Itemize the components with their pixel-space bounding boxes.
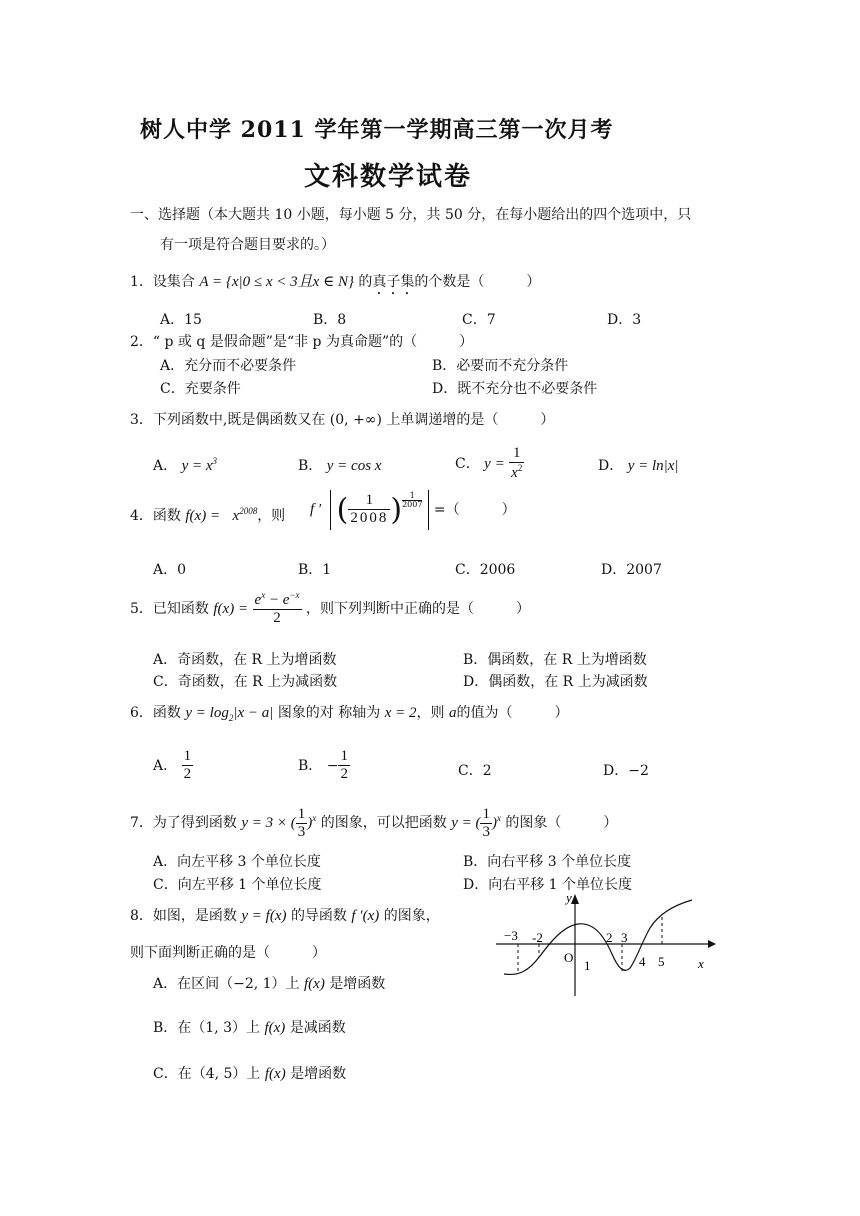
q6-mid: 图象的对 称轴为: [277, 705, 381, 721]
q6-option-d: D．−2: [603, 763, 649, 779]
q4-fprime: f ′: [310, 501, 322, 518]
q8-expr2: f ′(x): [351, 908, 380, 924]
q4-outer-exponent: $\frac{1}{2007}$: [402, 491, 423, 509]
q4-lead: 4．函数: [130, 508, 181, 524]
q3-option-a-expr: $y = x^3$: [181, 456, 218, 474]
q6-tail2: 的值为（ ）: [456, 705, 569, 721]
exam-title: 树人中学 2011 学年第一学期高三第一次月考: [140, 117, 614, 143]
section-heading: 一、选择题（本大题共 10 小题，每小题 5 分，共 50 分，在每小题给出的四个选项中，只: [130, 207, 692, 223]
tick-label-5: 5: [658, 954, 665, 969]
question-8: [130, 905, 440, 925]
q4-equals: =（ ）: [433, 501, 516, 518]
q8-option-c: C．在（4, 5）上 f(x) 是增函数: [153, 1066, 347, 1082]
q6-option-b: [298, 748, 350, 784]
q3-option-d: [598, 455, 679, 475]
q6-option-b-sign: −: [326, 757, 339, 774]
q8-line2: 则下面判断正确的是（ ）: [130, 945, 326, 961]
q3-option-c: [455, 445, 524, 483]
q3-option-d-label: D．: [598, 458, 624, 474]
q8-derivative-graph: [490, 888, 720, 1000]
q6-option-a-fraction: $\frac{1}{2}$: [183, 748, 192, 783]
q5-option-d: D．偶函数，在 R 上为减函数: [463, 674, 648, 690]
q8-option-a: A．在区间（−2, 1）上 f(x) 是增函数: [153, 976, 386, 992]
graph-y-label: y: [566, 890, 572, 905]
q4-option-a: A．0: [153, 562, 187, 578]
q1-tail-c: 的个数是（ ）: [414, 274, 541, 290]
q6-option-b-fraction: $\frac{1}{2}$: [340, 748, 348, 783]
q7-expr2: y = ( $\frac{1}{3}$ )$^x$: [451, 806, 501, 841]
q7-option-c: C．向左平移 1 个单位长度: [153, 877, 322, 893]
q7-option-d: D．向右平移 1 个单位长度: [463, 877, 633, 893]
y-axis-arrow: [571, 894, 579, 904]
q4-inner-fraction: $\frac{1}{2008}$: [350, 492, 389, 527]
q7-option-b: B．向右平移 3 个单位长度: [463, 854, 632, 870]
q6-option-b-label: B．: [298, 757, 323, 774]
question-5: [130, 590, 530, 628]
tick-label-4: 4: [639, 954, 646, 969]
q1-option-b: B．8: [313, 312, 347, 328]
q2-option-b: B．必要而不充分条件: [432, 358, 569, 374]
q6-expr: $y = \log_2|x - a|$: [185, 705, 274, 723]
q7-option-a: A．向左平移 3 个单位长度: [153, 854, 321, 870]
q6-option-a: [153, 748, 193, 784]
q3-option-c-lhs: y =: [484, 455, 505, 472]
q8-option-b: B．在（1, 3）上 f(x) 是减函数: [153, 1020, 346, 1036]
x-axis-arrow: [708, 940, 716, 948]
graph-x-label: x: [698, 956, 704, 971]
q2-option-a: A．充分而不必要条件: [160, 358, 297, 374]
section-heading-cont: 有一项是符合题目要求的。）: [160, 237, 335, 253]
q2-option-c: C．充要条件: [160, 381, 241, 397]
q4-fx: f(x) =: [185, 508, 221, 524]
tick-label-neg2: -2: [532, 930, 543, 945]
question-4: [130, 505, 285, 525]
q5-fx: f(x) =: [213, 600, 249, 617]
tick-label-3: 3: [621, 930, 628, 945]
q2-option-d: D．既不充分也不必要条件: [432, 381, 598, 397]
tick-label-1: 1: [584, 958, 591, 973]
q1-number: 1．设集合: [130, 274, 195, 290]
q8-expr1: y = f(x): [241, 908, 287, 924]
q6-tail: ，则: [416, 705, 445, 721]
exam-subtitle: 文科数学试卷: [304, 162, 473, 192]
q6-eq: x = 2: [384, 705, 417, 721]
question-1: [130, 270, 540, 298]
q5-fraction: $\frac{e^x - e^{-x}}{2}$: [254, 590, 300, 627]
q3-option-b-expr: y = cos x: [326, 458, 382, 474]
q4-power: $x^{2008}$: [232, 506, 258, 524]
question-6: [130, 702, 568, 723]
q6-option-a-label: A．: [153, 757, 178, 774]
q7-tail: 的图象（ ）: [505, 815, 618, 832]
q5-option-b: B．偶函数，在 R 上为增函数: [463, 652, 647, 668]
q1-set-expression: A = {x|0 ≤ x < 3且x ∈ N}: [199, 274, 354, 290]
q6-lead: 6．函数: [130, 705, 181, 721]
question-7: [130, 806, 617, 842]
q3-option-c-label: C．: [455, 455, 480, 472]
q5-option-c: C．奇函数，在 R 上为减函数: [153, 674, 338, 690]
graph-origin-label: O: [564, 950, 574, 965]
q4-option-c: C．2006: [455, 562, 516, 578]
q8-lead: 8．如图，是函数: [130, 908, 237, 924]
q7-lead: 7．为了得到函数: [130, 815, 237, 832]
q8-tail: 的图象，: [383, 908, 440, 924]
q6-var: a: [448, 705, 457, 721]
q8-mid: 的导函数: [290, 908, 347, 924]
q3-option-a-label: A．: [153, 458, 178, 474]
q4-derivative-expr: [310, 490, 516, 530]
q4-option-d: D．2007: [601, 562, 662, 578]
q5-option-a: A．奇函数，在 R 上为增函数: [153, 652, 337, 668]
q3-option-a: [153, 455, 217, 475]
tick-label-neg3: −3: [504, 928, 518, 943]
q1-option-a: A．15: [160, 312, 202, 328]
q6-option-c: C．2: [458, 763, 492, 779]
q3-option-c-fraction: $\frac{1}{x^2}$: [511, 445, 523, 482]
q5-tail: ，则下列判断中正确的是（ ）: [306, 600, 530, 617]
q3-option-b-label: B．: [298, 458, 323, 474]
q3-option-d-expr: y = ln|x|: [627, 458, 679, 474]
q3-option-b: [298, 455, 381, 475]
q4-bracket: ( $\frac{1}{2008}$ ) $\frac{1}{2007}$: [330, 490, 430, 530]
q1-emphasis: 真子集: [372, 274, 415, 290]
q7-mid: 的图象，可以把函数: [320, 815, 447, 832]
q5-lead: 5．已知函数: [130, 600, 209, 617]
question-3: 3．下列函数中,既是偶函数又在 (0, +∞) 上单调递增的是（ ）: [130, 412, 555, 428]
question-2: 2．“ p 或 q 是假命题”是“非 p 为真命题”的（ ）: [130, 334, 474, 350]
q4-then: ，则: [257, 508, 286, 524]
q1-option-c: C．7: [462, 312, 496, 328]
q4-option-b: B．1: [298, 562, 332, 578]
q1-tail-a: 的: [358, 274, 373, 290]
q7-expr1: y = 3 × ( $\frac{1}{3}$ )$^x$: [241, 806, 317, 841]
q1-option-d: D．3: [607, 312, 642, 328]
tick-label-2: 2: [606, 930, 613, 945]
